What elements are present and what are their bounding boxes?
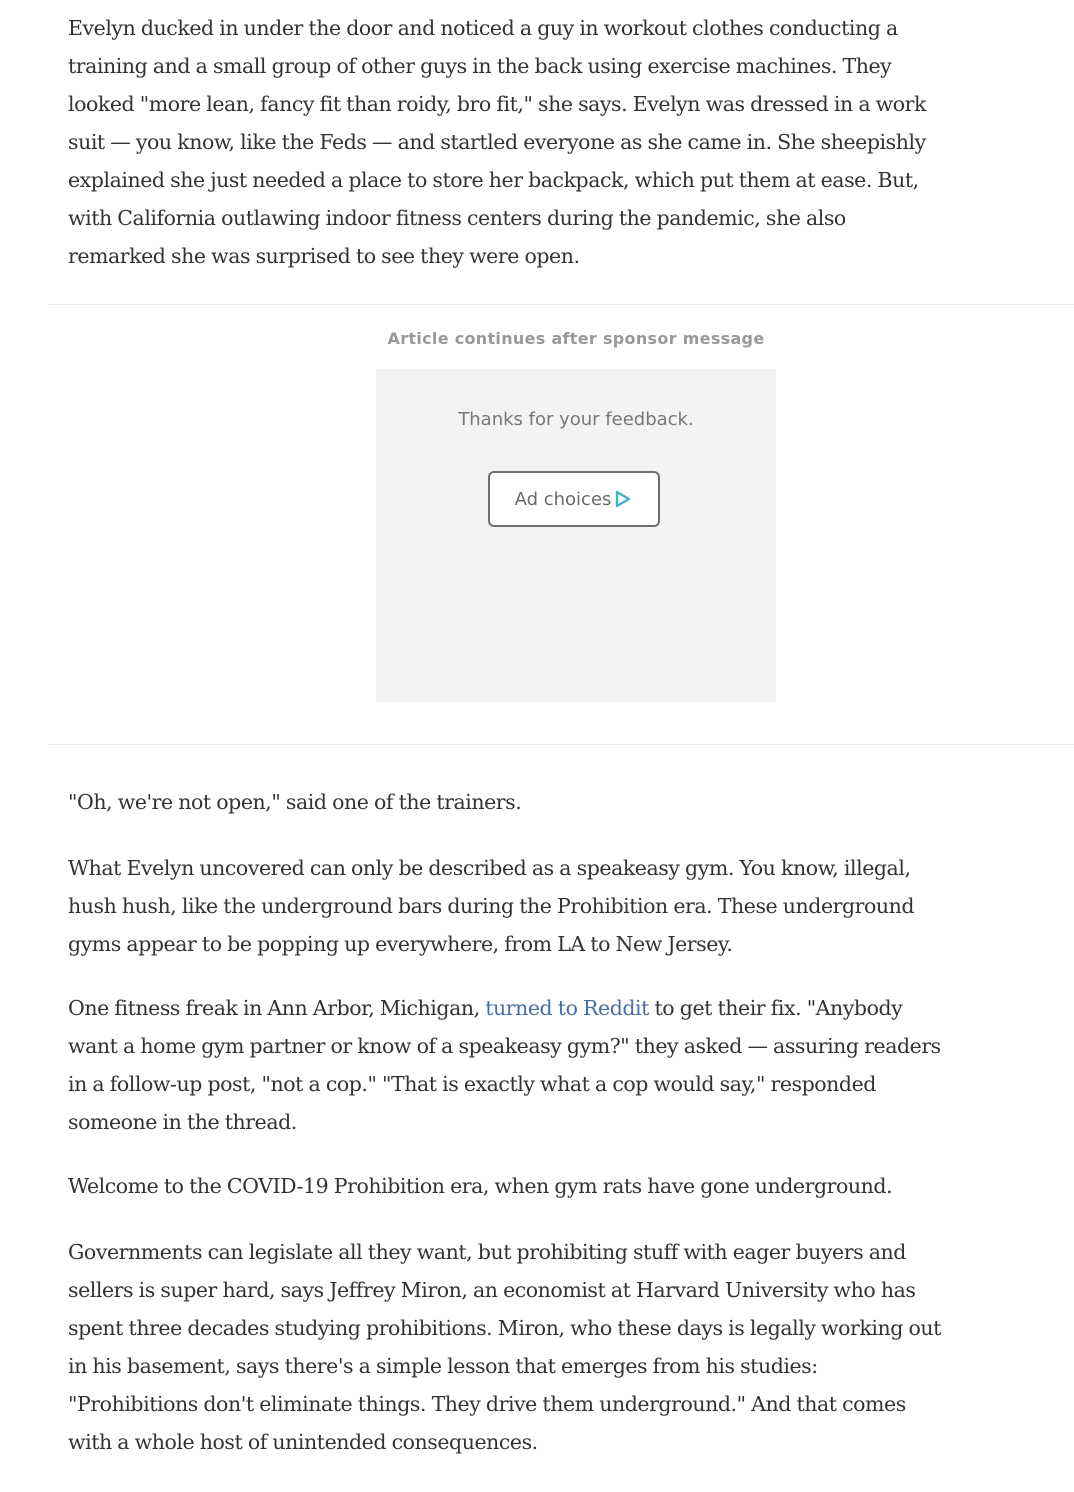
article-paragraph-1: Evelyn ducked in under the door and noticed a guy in workout clothes conducting a training and a small group of other guys in the back using exercise machines. They looked "more lean, fancy fit than roidy, bro fit," she says. Evelyn was dressed in a work suit — you know, like the Feds — and startled everyone as she came in. She sheepishly explained she just needed a place to store her backpack, which put them at ease. But, with California outlawing indoor fitness centers during the pandemic, she also remarked she was surprised to see they were open. [68,16,926,268]
adchoices-play-icon [615,490,633,508]
article-paragraph-3: What Evelyn uncovered can only be described as a speakeasy gym. You know, illegal, hush hush, like the underground bars during the Prohibition era. These underground gyms appear to be popping up everywhere, from LA to New Jersey. [68,856,915,956]
ad-choices-label: Ad choices [514,488,612,510]
ad-feedback-message: Thanks for your feedback. [458,409,694,430]
reddit-link[interactable]: turned to Reddit [485,996,649,1020]
paragraph-text: One fitness freak in Ann Arbor, Michigan, [68,996,486,1020]
sponsor-message-section [48,304,1074,745]
ad-container [376,369,776,702]
article-paragraph-6: Governments can legislate all they want, but prohibiting stuff with eager buyers and sellers is super hard, says Jeffrey Miron, an economist at Harvard University who has spent three decades studying prohibitions. Miron, who these days is legally working out in his basement, says there's a simple lesson that emerges from his studies: "Prohibitions don't eliminate things. They drive them underground." And that comes with a whole host of unintended consequences. [68,1240,941,1454]
sponsor-message-label: Article continues after sponsor message [387,329,765,348]
article-paragraph-2: "Oh, we're not open," said one of the trainers. [68,790,522,814]
ad-choices-button[interactable] [488,471,660,527]
article-paragraph-5: Welcome to the COVID-19 Prohibition era, when gym rats have gone underground. [68,1174,893,1198]
paragraph-text: to get their fix. "Anybody want a home gym partner or know of a speakeasy gym?" they asked — assuring readers in a follow-up post, "not a cop." "That is exactly what a cop would say," responded someone in the thread. [68,996,941,1134]
article-paragraph-4 [68,989,948,1141]
